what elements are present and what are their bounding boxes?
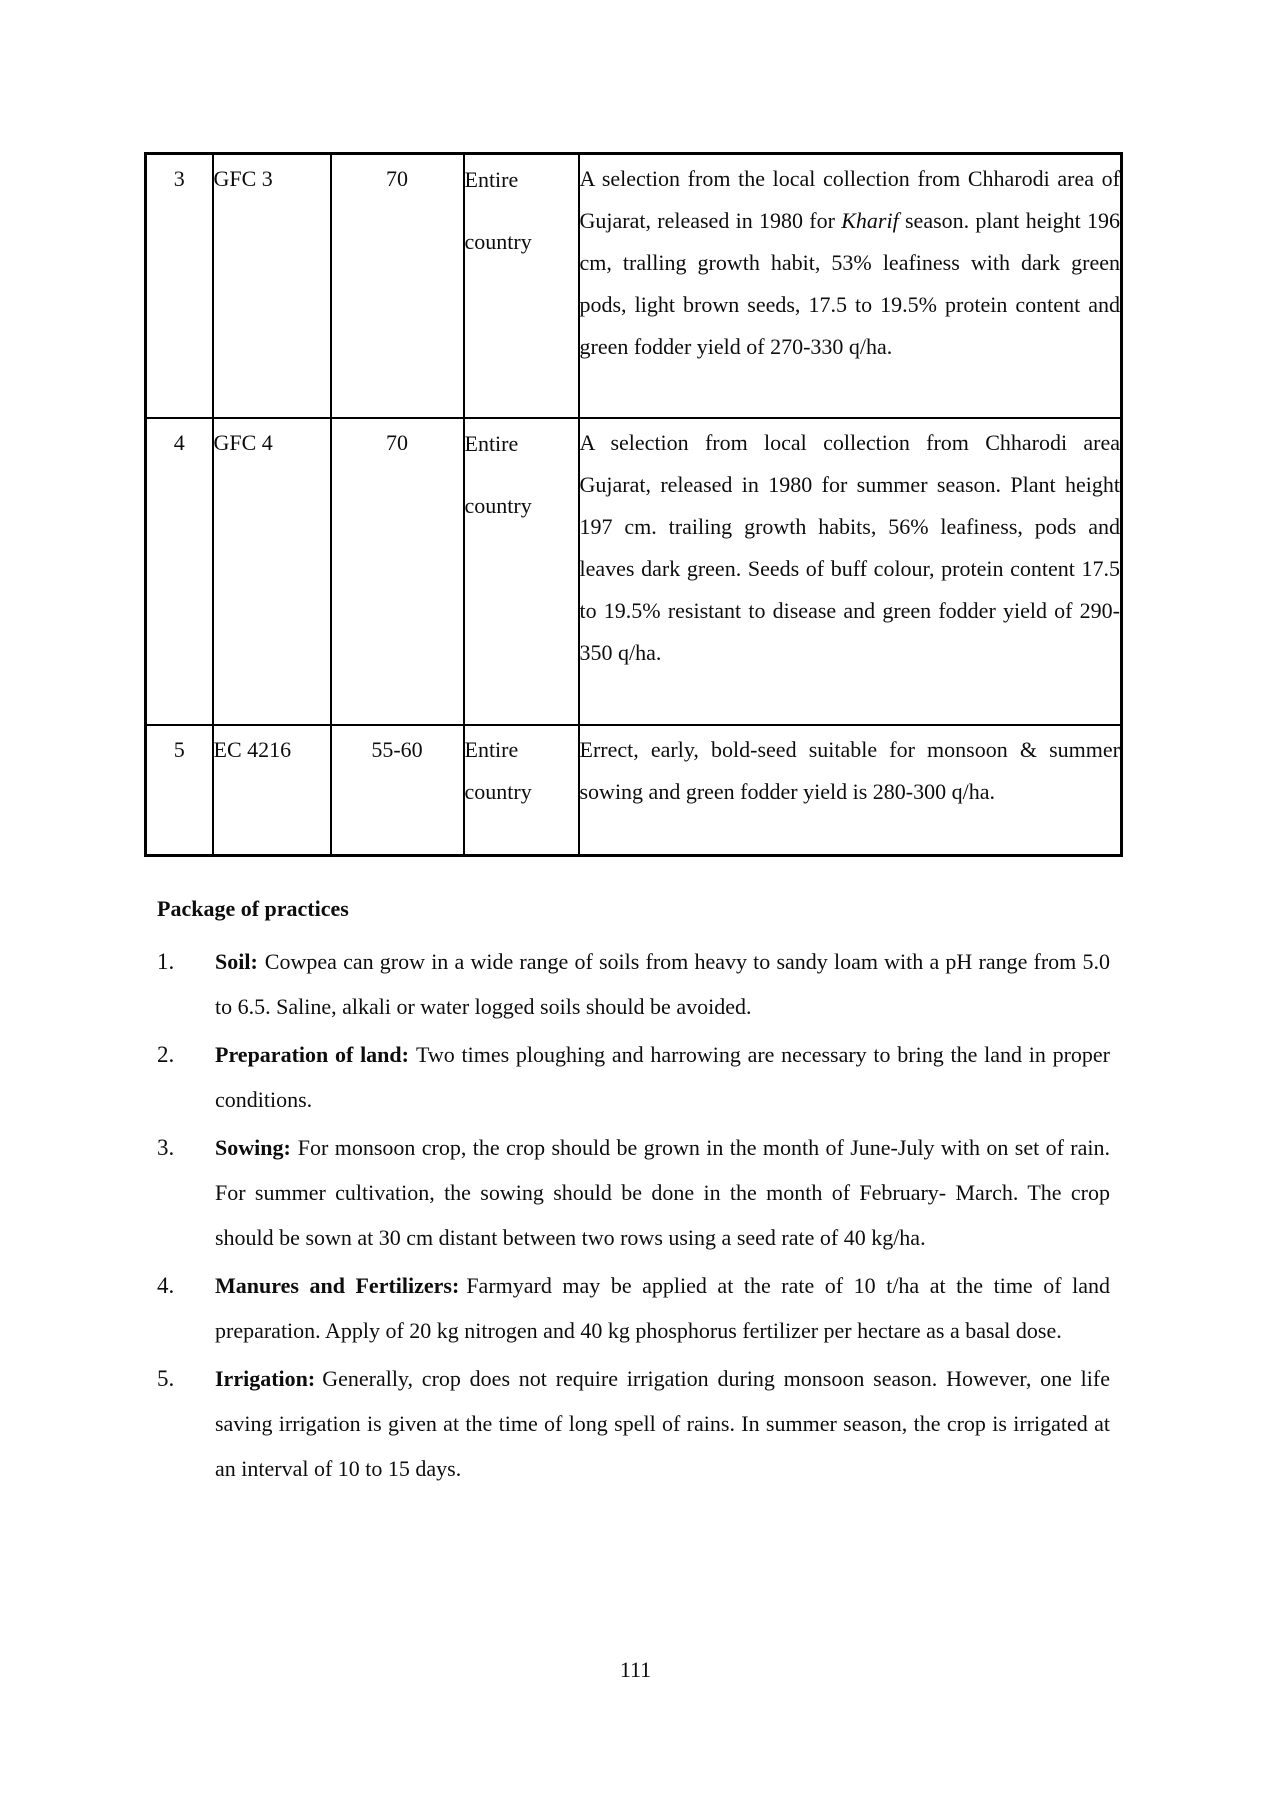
item-text: For monsoon crop, the crop should be grown in the month of June-July with on set of rain. For summer cultivation, the sowing should be done in the month of February- March. The crop should be sown at 30 cm distant between two rows using a seed rate of 40 kg/ha.: [215, 1135, 1110, 1250]
section-heading: Package of practices: [157, 896, 349, 921]
sr-no-cell: 4: [146, 418, 213, 725]
item-body: [215, 1032, 1110, 1122]
sr-no-cell: 3: [146, 154, 213, 418]
description-cell: [579, 725, 1122, 856]
item-number: 2.: [157, 1042, 175, 1067]
item-text: Farmyard may be applied at the rate of 10 t/ha at the time of land preparation. Apply of 20 kg nitrogen and 40 kg phosphorus fertilizer per hectare as a basal dose.: [215, 1273, 1110, 1343]
item-number: 3.: [157, 1135, 175, 1160]
item-text: Two times ploughing and harrowing are necessary to bring the land in proper conditions.: [215, 1042, 1111, 1112]
item-label: Preparation of land:: [215, 1042, 409, 1067]
table-row-gfc4: [146, 418, 1122, 725]
item-body: [215, 1125, 1110, 1260]
description-text: Errect, early, bold-seed suitable for monsoon & summer sowing and green fodder yield is 280-300 q/ha.: [579, 736, 1120, 804]
area-cell: [464, 418, 579, 725]
package-of-practices-section: [157, 886, 1110, 1494]
variety-name-cell: EC 4216: [213, 725, 331, 856]
practice-item-preparation-of-land: [157, 1032, 1110, 1122]
item-label: Sowing:: [215, 1135, 291, 1160]
description-cell: [579, 418, 1122, 725]
description-text: A selection from the local collection from Chharodi area of Gujarat, released in 1980 for: [579, 166, 1120, 233]
page-number: 111: [619, 1657, 652, 1682]
duration-cell: 70: [331, 418, 464, 725]
area-text: Entire country: [464, 430, 532, 518]
duration-cell: 55-60: [331, 725, 464, 856]
description-text: A selection from local collection from Chharodi area Gujarat, released in 1980 for summer season. Plant height 197 cm. trailing growth habits, 56% leafiness, pods and leaves dark green. Seeds of buff colour, protein content 17.5 to 19.5% resistant to disease and green fodder yield of 290-350 q/ha.: [579, 429, 1120, 665]
area-text: Entire country: [464, 736, 532, 804]
practice-item-soil: [157, 939, 1110, 1029]
item-label: Manures and Fertilizers:: [215, 1273, 460, 1298]
area-cell: [464, 725, 579, 856]
table-row-ec4216: [146, 725, 1122, 856]
variety-name-cell: GFC 3: [213, 154, 331, 418]
description-cell: [579, 154, 1122, 418]
varieties-table: [144, 152, 1123, 857]
area-cell: [464, 154, 579, 418]
item-body: [215, 939, 1110, 1029]
area-text: Entire country: [464, 167, 532, 254]
item-body: [215, 1356, 1110, 1491]
item-body: [215, 1263, 1110, 1353]
item-number: 5.: [157, 1366, 175, 1391]
variety-name-cell: GFC 4: [213, 418, 331, 725]
sr-no-cell: 5: [146, 725, 213, 856]
item-number: 4.: [157, 1273, 175, 1298]
practice-item-irrigation: [157, 1356, 1110, 1491]
item-label: Irrigation:: [215, 1366, 316, 1391]
practice-item-sowing: [157, 1125, 1110, 1260]
description-italic-word: Kharif: [841, 208, 899, 233]
item-label: Soil:: [215, 949, 258, 974]
duration-cell: 70: [331, 154, 464, 418]
item-text: Generally, crop does not require irrigation during monsoon season. However, one life saving irrigation is given at the time of long spell of rains. In summer season, the crop is irrigated at an interval of 10 to 15 days.: [215, 1366, 1110, 1481]
practice-item-manures-and-fertilizers: [157, 1263, 1110, 1353]
item-text: Cowpea can grow in a wide range of soils from heavy to sandy loam with a pH range from 5.0 to 6.5. Saline, alkali or water logged soils should be avoided.: [215, 949, 1110, 1019]
description-text: season. plant height 196 cm, tralling growth habit, 53% leafiness with dark green pods, light brown seeds, 17.5 to 19.5% protein content and green fodder yield of 270-330 q/ha.: [579, 208, 1120, 359]
item-number: 1.: [157, 949, 175, 974]
table-row-gfc3: [146, 154, 1122, 418]
